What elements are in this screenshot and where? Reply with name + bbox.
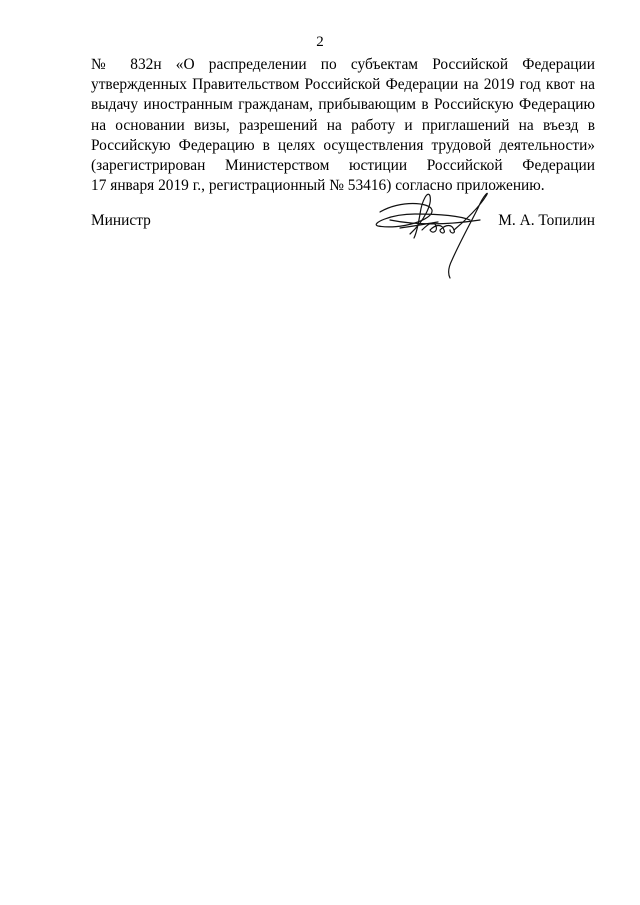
body-line: утвержденных Правительством Российской Федерации на 2019 год квот на — [91, 76, 595, 94]
position-title: Министр — [91, 212, 151, 229]
body-line: Российскую Федерацию в целях осуществления трудовой деятельности» — [91, 136, 595, 154]
body-line: № 832н «О распределении по субъектам Российской Федерации — [91, 56, 595, 73]
body-line: выдачу иностранным гражданам, прибывающим в Российскую Федерацию — [91, 96, 595, 114]
handwritten-signature — [370, 190, 510, 280]
body-line: на основании визы, разрешений на работу и приглашений на въезд в — [91, 116, 595, 134]
body-line: 17 января 2019 г., регистрационный № 53416) согласно приложению. — [91, 177, 545, 195]
body-paragraph — [91, 55, 595, 196]
body-line: (зарегистрирован Министерством юстиции Российской Федерации — [91, 157, 595, 175]
signer-name: М. А. Топилин — [498, 212, 595, 229]
page-number: 2 — [316, 34, 324, 50]
signature-block — [91, 212, 595, 236]
